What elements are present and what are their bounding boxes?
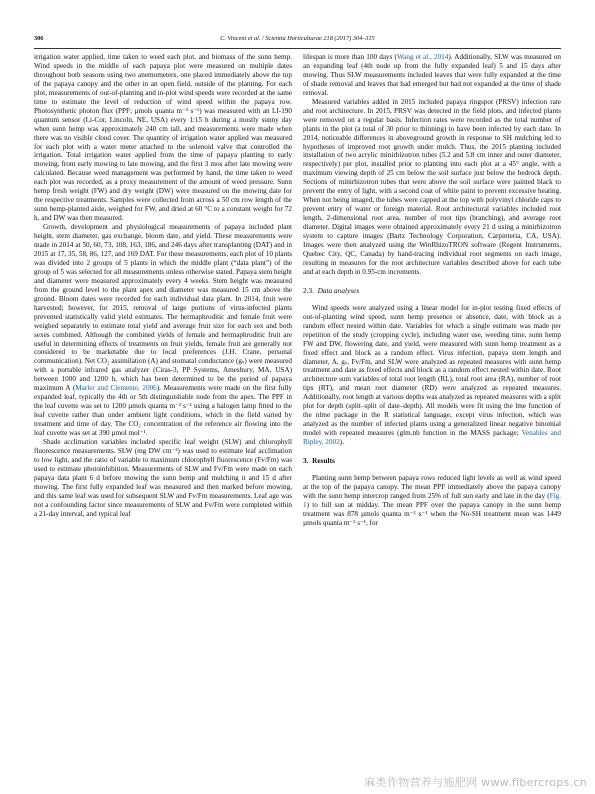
running-head: C. Vincent et al. / Scientia Horticulturae 218 (2017) 304–315 <box>220 35 375 42</box>
section-title: Results <box>312 456 335 466</box>
left-paragraph-2 <box>34 223 292 438</box>
marler-clemente-citation-link[interactable]: Marler and Clemente, 2006 <box>75 384 157 393</box>
figure-1-link[interactable]: Fig. 1 <box>303 491 561 509</box>
page-header <box>34 33 561 45</box>
right-paragraph-4-text: Planting sunn hemp between papaya rows reduced light levels as well as wind speed at the top of the papaya canopy. The mean PPF immediately above the papaya canopy with the sunn hemp intercrop ranged from 25% of full sun early and late in the day ( <box>303 473 561 500</box>
wang-citation-link[interactable]: Wang et al., 2014 <box>396 53 449 61</box>
right-paragraph-4 <box>303 474 561 528</box>
right-paragraph-3 <box>303 304 561 447</box>
right-column <box>303 53 561 528</box>
left-paragraph-3: Shade acclimation variables included specific leaf weight (SLW) and chlorophyll fluorescence measurements. SLW (mg DW cm⁻²) was used to estimate leaf acclimation to low light, and the ratio of variable to maximum chlorophyll fluorescence (Fv/Fm) was used to estimate photoinhibition. Measurements of SLW and Fv/Fm were made on each papaya data plant 6 d before mowing the sunn hemp and mulching it and 15 d after mowing. The first fully expanded leaf was measured and then marked before mowing, and this same leaf was used for subsequent SLW and Fv/Fm measurements. Leaf age was not a confounding factor since measurements of SLW and Fv/Fm were completed within a 21-day interval, and typical leaf <box>34 437 292 518</box>
right-paragraph-3-text: Wind speeds were analyzed using a linear model for in-plot testing fixed effects of out-of-planting wind speed, sunn hemp presence or absence, date, with block as a random effect nested within date. Variables for which a single estimate was made per repetition of the study (cropping cycle), including water use, weeding time, sunn hemp FW and DW, flowering date, and yield, were measured with sunn hemp treatment as a fixed effect and block as a random effect. Virus infection, papaya stem length and diameter, A, gₛ, Fv/Fm, and SLW were analyzed as repeated measures with sunn hemp treatment and date as fixed effects and block as a random effect nested within date. Root architecture sum variables of total root length (RL), total root area (RA), number of root tips (RT), and mean root diameter (RD) were analyzed as repeated measures. Additionally, root length at various depths was analyzed as repeated measures with a split plot for depth (split–split of date–depth). All models were fit using the lme function of the nlme package in the R statistical language, except virus infection, which was analyzed as the number of infected plants using a generalized linear negative binomial model with repeated measures (glm.nb function in the MASS package; <box>303 303 561 438</box>
site-watermark: 麻类作物营养与施肥网 www.fibercrops.cn <box>364 776 587 789</box>
section-title: Data analyses <box>317 285 360 295</box>
section-number: 2.3. <box>303 285 314 295</box>
right-paragraph-4-tail: ) to full sun at midday. The mean PPF over the papaya canopy in the sunn hemp treatment was 878 µmols quanta m⁻² s⁻¹ when the No-SH treatment mean was 1449 µmols quanta m⁻² s⁻¹, for <box>303 500 561 527</box>
left-paragraph-1: irrigation water applied, time taken to weed each plot, and biomass of the sunn hemp. Wind speeds in the middle of each papaya plot were measured on multiple dates throughout both seasons using two anemometers, one placed immediately above the top of the papaya canopy and the other in an open field, outside of the planting. For each plot, measurements of out-of-planting and in-plot wind speeds were recorded at the same time to estimate the level of reduction of wind speed within the papaya row. Photosynthetic photon flux (PPF; µmols quanta m⁻² s⁻¹) was measured with an LI-190 quantum sensor (Li-Cor, Lincoln, NE, USA) every 1:15 h during a mostly sunny day when sunn hemp was approximately 240 cm tall, and measurements were made when there was no visible cloud cover. The quantity of irrigation water applied was measured for each plot with a water meter attached to the solenoid valve that controlled the irrigation. Total irrigation water applied from the time of papaya planting to early mowing, from early mowing to late mowing, and the first 3 mos after late mowing were calculated. Because weed management was performed by hand, the time taken to weed each plot was recorded, as a proxy measurement of the amount of weed pressure. Sunn hemp fresh weight (FW) and dry weight (DW) were measured on the mowing date for the respective treatments. Samples were collected from across a 50 cm row length of the sunn hemp-planted aisle, weighed for FW, and dried at 60 °C to a constant weight for 72 h, and DW was then measured. <box>34 53 292 223</box>
left-paragraph-2-text: Growth, development and physiological measurements of papaya included plant height, stem diameter, gas exchange, bloom date, and yield. These measurements were made in 2014 at 50, 60, 73, 108, 163, 186, and 246 days after transplanting (DAT) and in 2015 at 17, 35, 58, 86, 127, and 169 DAT. For these measurements, each plot of 10 plants was divided into 2 groups of 5 plants in which the middle plant (“data plant”) of the group of 5 was selected for all measurements unless otherwise stated. Papaya stem height and diameter were measured approximately every 4 weeks. Stem height was measured from the ground level to the plant apex and diameter was measured 15 cm above the ground. Bloom dates were recorded for each individual data plant. In 2014, fruit were harvested; however, for 2015, removal of large portions of virus-infected plants prevented statistically valid yield estimates. The hermaphroditic and female fruit were weighed separately to estimate total yield and average fruit size for each sex and both sexes combined. Although the combined yields of female and hermaphroditic fruit are useful in determining effects of treatments on fruit yields, female fruit are generally not considered to be marketable due to local preferences (J.H. Crane, personal communication). Net CO₂ assimilation (A) and stomatal conductance (gₛ) were measured with a portable infrared gas analyzer (Ciras-3, PP Systems, Amesbury, MA, USA) between 1000 and 1200 h, which has been determined to be the period of papaya maximum A ( <box>34 223 292 393</box>
section-heading-data-analyses <box>303 287 561 296</box>
section-heading-results <box>303 457 561 466</box>
right-paragraph-1-tail: ). Additionally, SLW was measured on an expanding leaf (4th node up from the fully expanded leaf) 5 and 15 days after mowing. Thus SLW measurements included leaves that were fully expanded at the time of shade removal and leaves that had emerged but had not expanded at the time of shade removal. <box>303 53 561 97</box>
venables-ripley-citation-link[interactable]: Venables and Ripley, 2002 <box>303 429 561 447</box>
left-column <box>34 53 292 519</box>
page-number: 306 <box>34 35 44 42</box>
right-paragraph-3-tail: ). <box>339 438 344 447</box>
right-paragraph-1 <box>303 53 561 98</box>
right-paragraph-2: Measured variables added in 2015 included papaya ringspot (PRSV) infection rate and root architecture. In 2015, PRSV was detected in the field plots, and infected plants were removed on a regular basis. Infection rates were recorded as the total number of plants in the plot (a total of 30 prior to thinning) to have been infected by each date. In 2014, noticeable differences in aboveground growth in response to SH mulching led to hypotheses of improved root growth under mulch. Thus, the 2015 planting included installation of two acrylic minirhizotron tubes (5.2 and 5.8 cm inner and outer diameter, respectively) per plot, installed prior to planting into each plot at a 45° angle, with a maximum viewing depth of 25 cm below the soil surface just below the bedrock depth. Sections of minirhizotron tubes that were above the soil surface were painted black to prevent the entry of light, with a second coat of white paint to prevent excessive heating. When not being imaged, the tubes were capped at the top with polyvinyl chloride caps to prevent entry of water or foreign material. Root architectural variables included root length, 2-dimensional root area, number of root tips (branching), and average root diameter. Digital images were obtained approximately every 21 d using a minirhizotron system to capture images (Bartz Technology Corporation, Carpinteria, CA, USA). Images were then analyzed using the WinRhizoTRON software (Regent Instruments, Quebec City, QC, Canada) by hand-tracing individual root segments on each image, resulting in measures for the root architecture variables described above for each tube and at each depth in 0.95-cm increments. <box>303 97 561 276</box>
header-rule <box>34 48 561 49</box>
left-paragraph-2-tail: ). Measurements were made on the first fully expanded leaf, typically the 4th or 5th distinguishable node from the apex. The PPF in the leaf cuvette was set to 1200 µmols quanta m⁻² s⁻¹ using a halogen lamp fitted to the leaf cuvette rather than under ambient light conditions, which in the field varied by treatment and time of day. The CO₂ concentration of the reference air flowing into the leaf cuvette was set at 390 µmol mol⁻¹. <box>34 384 292 438</box>
right-paragraph-1-text: lifespan is more than 100 days ( <box>303 53 397 61</box>
section-number: 3. <box>303 456 309 466</box>
